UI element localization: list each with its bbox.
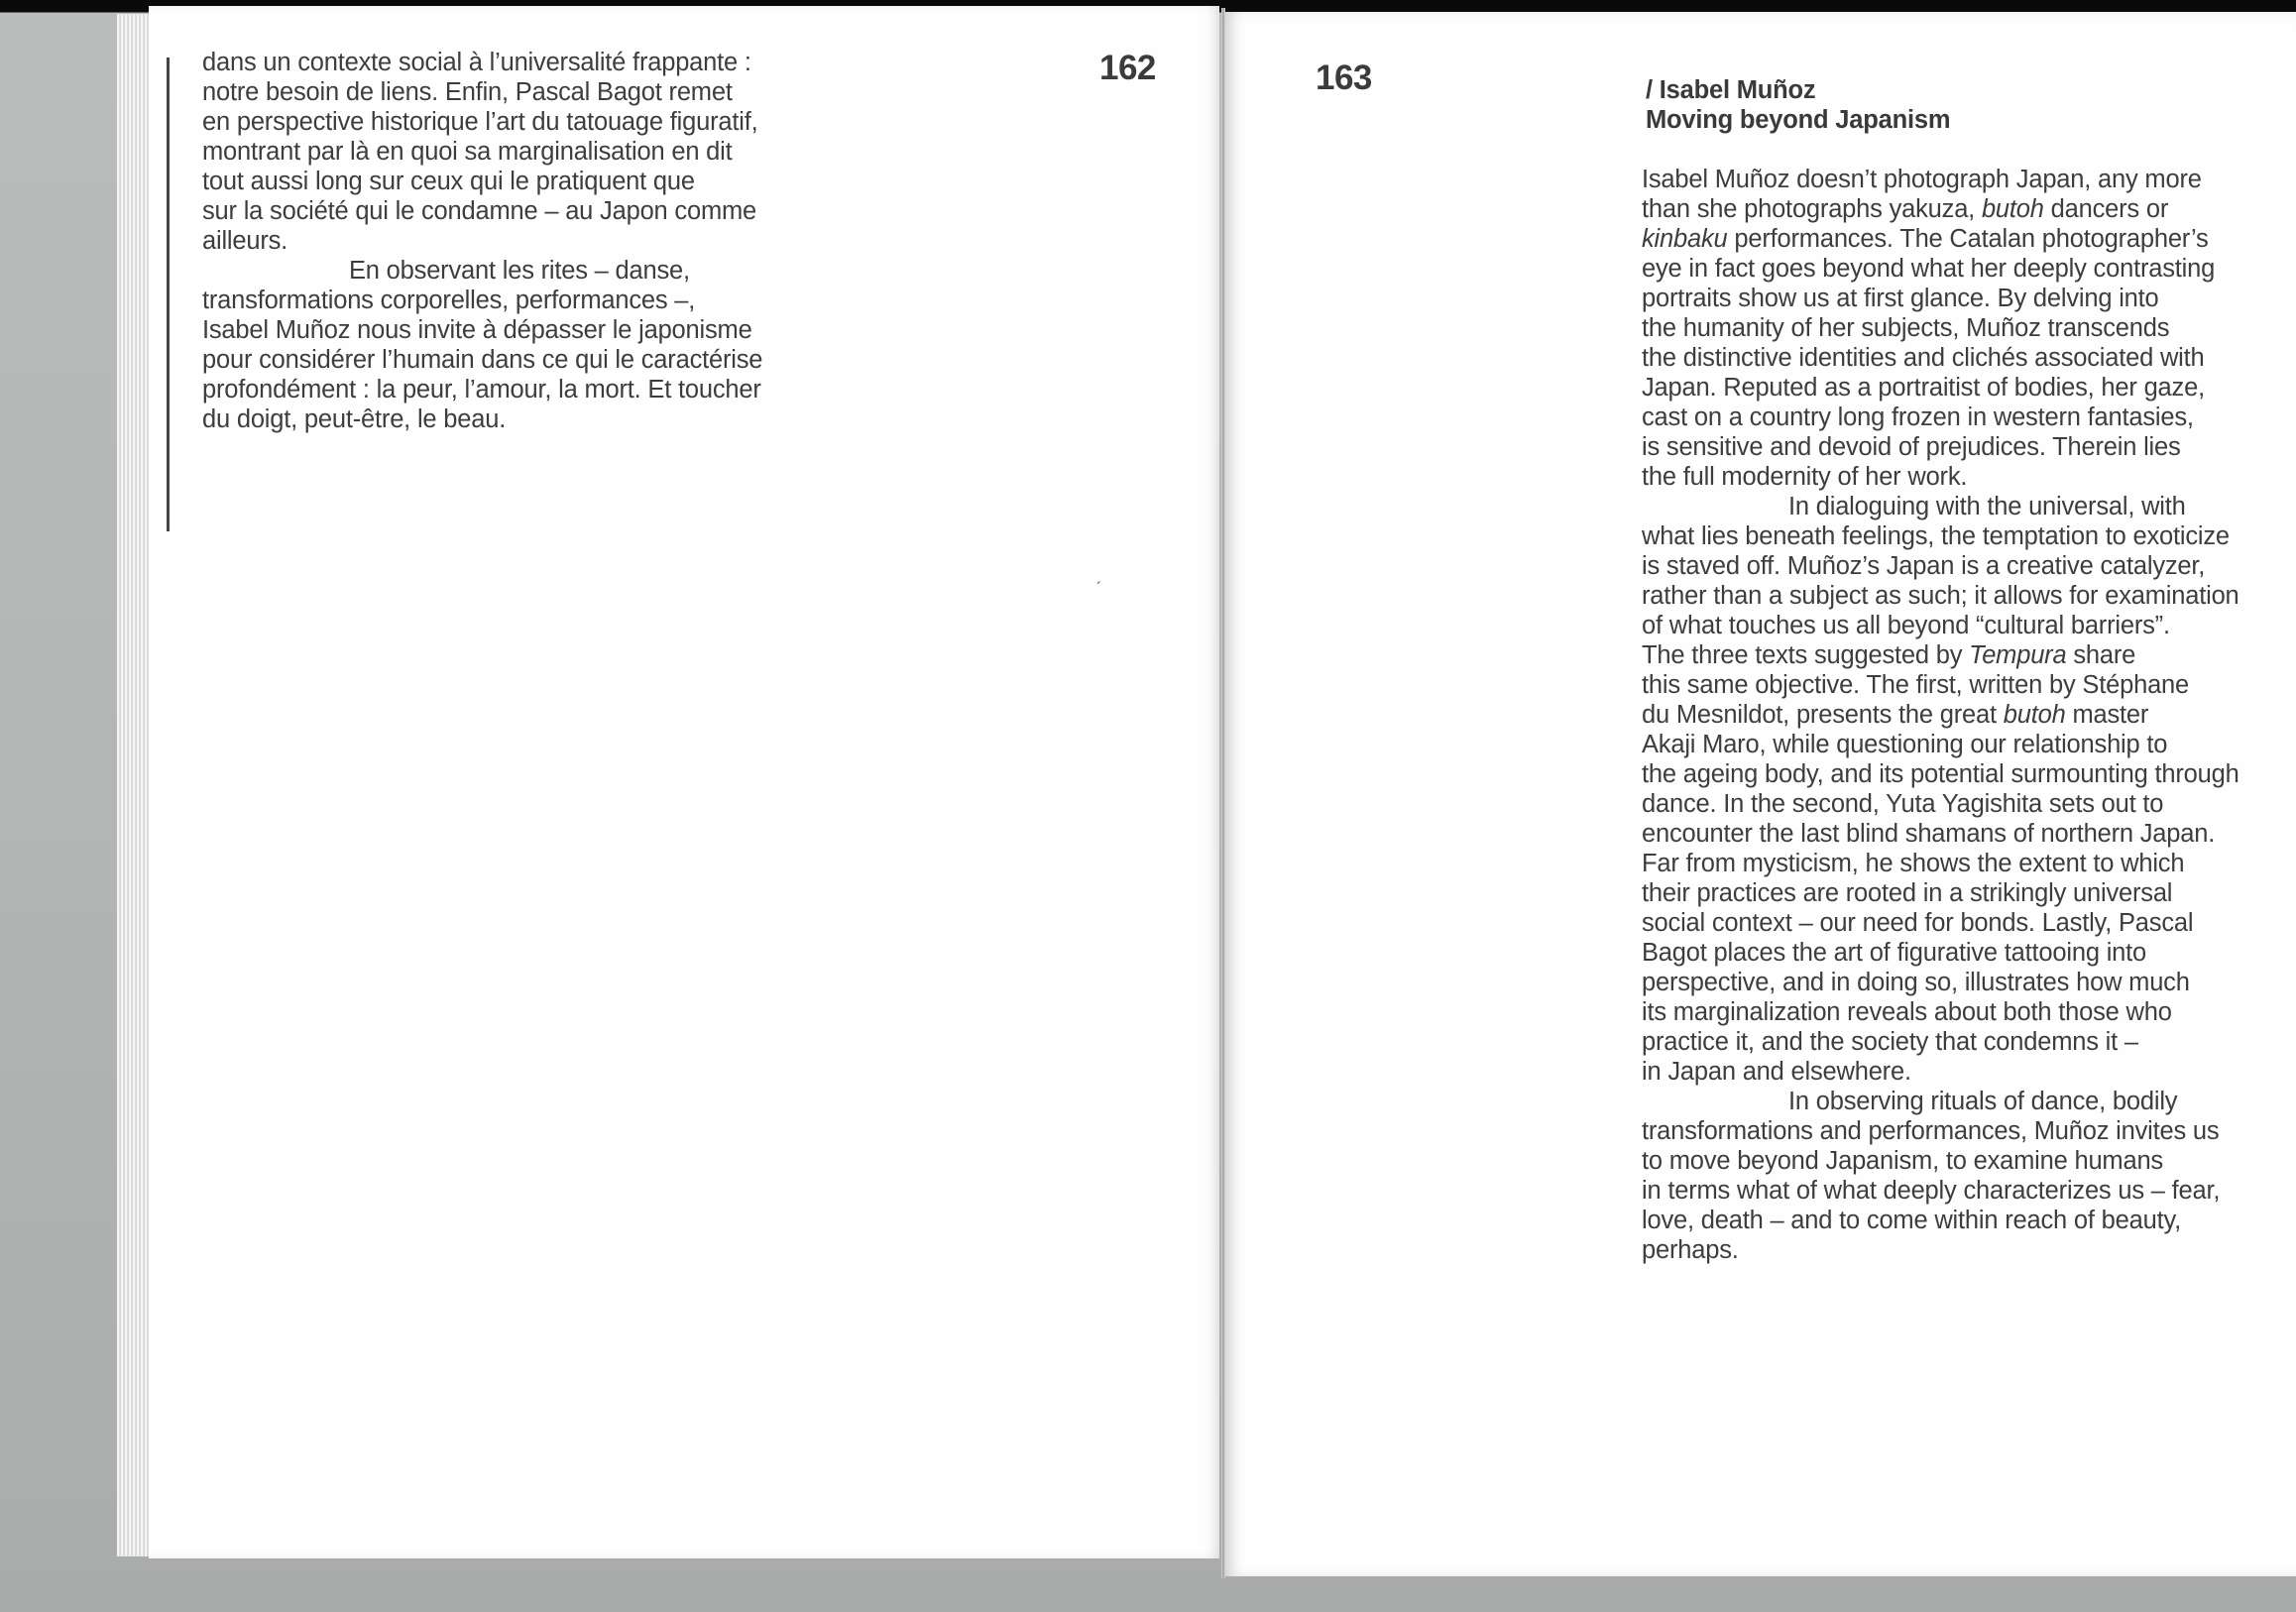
text-line: love, death – and to come within reach of beauty, (1642, 1207, 2181, 1234)
text-line: kinbaku performances. The Catalan photographer’s (1642, 225, 2209, 253)
paragraph (1642, 492, 2281, 1087)
text-line: In dialoguing with the universal, with (1788, 493, 2186, 520)
french-text (202, 48, 876, 434)
page-number: 162 (1099, 49, 1156, 87)
text-line: to move beyond Japanism, to examine humans (1642, 1147, 2163, 1175)
text-line: perspective, and in doing so, illustrates how much (1642, 969, 2190, 996)
page-number: 163 (1316, 58, 1372, 97)
page-edges (117, 14, 151, 1556)
italic-term: butoh (2003, 701, 2066, 729)
text-line: its marginalization reveals about both those who (1642, 998, 2172, 1026)
text-line: cast on a country long frozen in western fantasies, (1642, 403, 2194, 431)
text-line: than she photographs yakuza, butoh dancers or (1642, 195, 2169, 223)
text-line: Bagot places the art of figurative tattooing into (1642, 939, 2147, 967)
paragraph (202, 256, 876, 434)
text-line: Japan. Reputed as a portraitist of bodies, her gaze, (1642, 374, 2205, 402)
text-line: of what touches us all beyond “cultural barriers”. (1642, 612, 2170, 639)
text-line: is sensitive and devoid of prejudices. Therein lies (1642, 433, 2181, 461)
text-line: profondément : la peur, l’amour, la mort. Et toucher (202, 376, 761, 403)
text-line: in Japan and elsewhere. (1642, 1058, 1911, 1086)
text-line: En observant les rites – danse, (349, 257, 690, 285)
text-line: Isabel Muñoz doesn’t photograph Japan, any more (1642, 166, 2202, 193)
text-line: transformations and performances, Muñoz invites us (1642, 1117, 2220, 1145)
text-line: what lies beneath feelings, the temptation to exoticize (1642, 522, 2230, 550)
text-line: dans un contexte social à l’universalité frappante : (202, 49, 751, 76)
text-line: ailleurs. (202, 227, 288, 255)
text-line: du doigt, peut-être, le beau. (202, 405, 507, 433)
text-line: du Mesnildot, presents the great butoh master (1642, 701, 2149, 729)
paragraph (202, 48, 876, 256)
text-line: this same objective. The first, written by Stéphane (1642, 671, 2190, 699)
text-line: the full modernity of her work. (1642, 463, 1968, 491)
right-page (1225, 12, 2296, 1576)
text-line: transformations corporelles, performances –, (202, 287, 696, 314)
article-heading (1646, 75, 1950, 135)
text-line: social context – our need for bonds. Lastly, Pascal (1642, 909, 2194, 937)
italic-term: Tempura (1969, 641, 2067, 669)
text-line: In observing rituals of dance, bodily (1788, 1088, 2178, 1115)
text-line: en perspective historique l’art du tatouage figuratif, (202, 108, 758, 136)
left-page (149, 6, 1219, 1558)
paragraph (1642, 1087, 2281, 1265)
text-line: practice it, and the society that condemns it – (1642, 1028, 2138, 1056)
text-line: rather than a subject as such; it allows for examination (1642, 582, 2239, 610)
text-line: Isabel Muñoz nous invite à dépasser le japonisme (202, 316, 752, 344)
article-title: Moving beyond Japanism (1646, 106, 1951, 134)
italic-term: butoh (1981, 195, 2044, 223)
text-line: The three texts suggested by Tempura share (1642, 641, 2136, 669)
text-line: Far from mysticism, he shows the extent to which (1642, 850, 2185, 877)
text-line: is staved off. Muñoz’s Japan is a creative catalyzer, (1642, 552, 2206, 580)
text-line: in terms what of what deeply characterizes us – fear, (1642, 1177, 2221, 1205)
italic-term: kinbaku (1642, 225, 1728, 253)
english-text (1642, 165, 2281, 1265)
text-line: notre besoin de liens. Enfin, Pascal Bagot remet (202, 78, 733, 106)
author-name: / Isabel Muñoz (1646, 76, 1816, 104)
text-line: montrant par là en quoi sa marginalisation en dit (202, 138, 733, 166)
pencil-mark: ˊ (1095, 579, 1101, 599)
text-line: pour considérer l’humain dans ce qui le caractérise (202, 346, 763, 374)
text-line: dance. In the second, Yuta Yagishita sets out to (1642, 790, 2164, 818)
text-line: sur la société qui le condamne – au Japon comme (202, 197, 757, 225)
text-line: portraits show us at first glance. By delving into (1642, 285, 2159, 312)
text-line: the humanity of her subjects, Muñoz transcends (1642, 314, 2170, 342)
margin-rule (167, 58, 170, 531)
text-line: the distinctive identities and clichés associated with (1642, 344, 2205, 372)
text-line: perhaps. (1642, 1236, 1739, 1264)
text-line: the ageing body, and its potential surmounting through (1642, 760, 2239, 788)
text-line: encounter the last blind shamans of northern Japan. (1642, 820, 2216, 848)
text-line: eye in fact goes beyond what her deeply contrasting (1642, 255, 2216, 283)
text-line: Akaji Maro, while questioning our relationship to (1642, 731, 2168, 758)
paragraph (1642, 165, 2281, 492)
text-line: their practices are rooted in a strikingly universal (1642, 879, 2173, 907)
text-line: tout aussi long sur ceux qui le pratiquent que (202, 168, 695, 195)
